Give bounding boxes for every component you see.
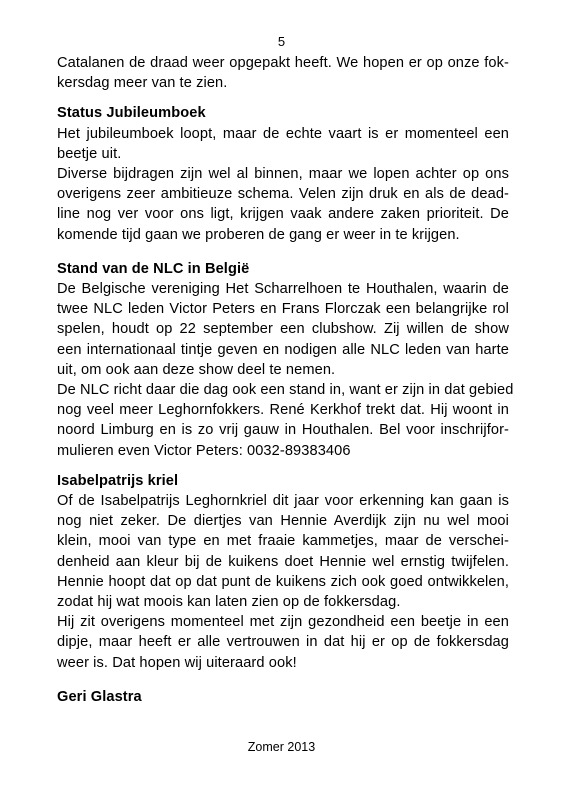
section-line: beetje uit.: [57, 145, 122, 162]
page-number: 5: [277, 34, 286, 49]
document-body: [57, 53, 514, 707]
section-line: klein, mooi van type en met fraaie kammetjes, maar de verschei-: [57, 533, 509, 550]
section-status-jubileumboek: [57, 103, 509, 244]
section-line: mulieren even Victor Peters: 0032-89383406: [57, 442, 351, 459]
section-line: Hij zit overigens momenteel met zijn gezondheid een beetje in een: [57, 614, 509, 631]
section-line: line nog ver voor ons ligt, krijgen vaak andere zaken prioriteit. De: [57, 206, 509, 223]
section-line: een internationaal tintje geven en nodigen alle NLC leden van harte: [57, 341, 509, 358]
section-isabelpatrijs-kriel: [57, 471, 509, 673]
section-stand-nlc-belgie: [57, 259, 514, 461]
section-line: Het jubileumboek loopt, maar de echte vaart is er momenteel een: [57, 125, 509, 142]
section-line: overigens zeer ambitieuze schema. Velen zijn druk en als de dead-: [57, 186, 509, 203]
section-heading: Stand van de NLC in België: [57, 260, 250, 277]
section-line: dipje, maar heeft er alle vertrouwen in dat hij er op de fokkersdag: [57, 634, 509, 651]
section-line: komende tijd gaan we proberen de gang er weer in te krijgen.: [57, 226, 460, 243]
section-line: zodat hij wat moois kan laten zien op de fokkersdag.: [57, 594, 401, 611]
section-line: denheid aan kleur bij de kuikens doet Hennie wel ernstig twijfelen.: [57, 553, 509, 570]
intro-line: Catalanen de draad weer opgepakt heeft. We hopen er op onze fok-: [57, 55, 509, 71]
section-line: spelen, houdt op 22 september een clubshow. Zij willen de show: [57, 321, 509, 338]
section-heading: Status Jubileumboek: [57, 105, 206, 122]
section-line: Diverse bijdragen zijn wel al binnen, maar we lopen achter op ons: [57, 166, 509, 183]
section-line: twee NLC leden Victor Peters en Frans Florczak een belangrijke rol: [57, 301, 509, 318]
author-signature: Geri Glastra: [57, 688, 142, 705]
intro-paragraph: [57, 53, 509, 93]
intro-line: kersdag meer van te zien.: [57, 75, 228, 92]
page-footer: Zomer 2013: [247, 740, 316, 754]
section-line: Of de Isabelpatrijs Leghornkriel dit jaar voor erkenning kan gaan is: [57, 493, 509, 510]
section-line: weer is. Dat hopen wij uiteraard ook!: [57, 654, 297, 671]
section-line: De Belgische vereniging Het Scharrelhoen te Houthalen, waarin de: [57, 281, 509, 298]
section-line: Hennie hoopt dat op dat punt de kuikens zich ook goed ontwikkelen,: [57, 573, 509, 590]
section-line: nog veel meer Leghornfokkers. René Kerkhof trekt dat. Hij woont in: [57, 402, 509, 419]
section-line: De NLC richt daar die dag ook een stand in, want er zijn in dat gebied: [57, 382, 514, 399]
section-line: uit, om ook aan deze show deel te nemen.: [57, 361, 336, 378]
section-line: nog niet zeker. De diertjes van Hennie Averdijk zijn nu wel mooi: [57, 513, 509, 530]
section-line: noord Limburg en is zo vrij gauw in Houthalen. Bel voor inschrijfor-: [57, 422, 509, 439]
section-heading: Isabelpatrijs kriel: [57, 472, 179, 489]
